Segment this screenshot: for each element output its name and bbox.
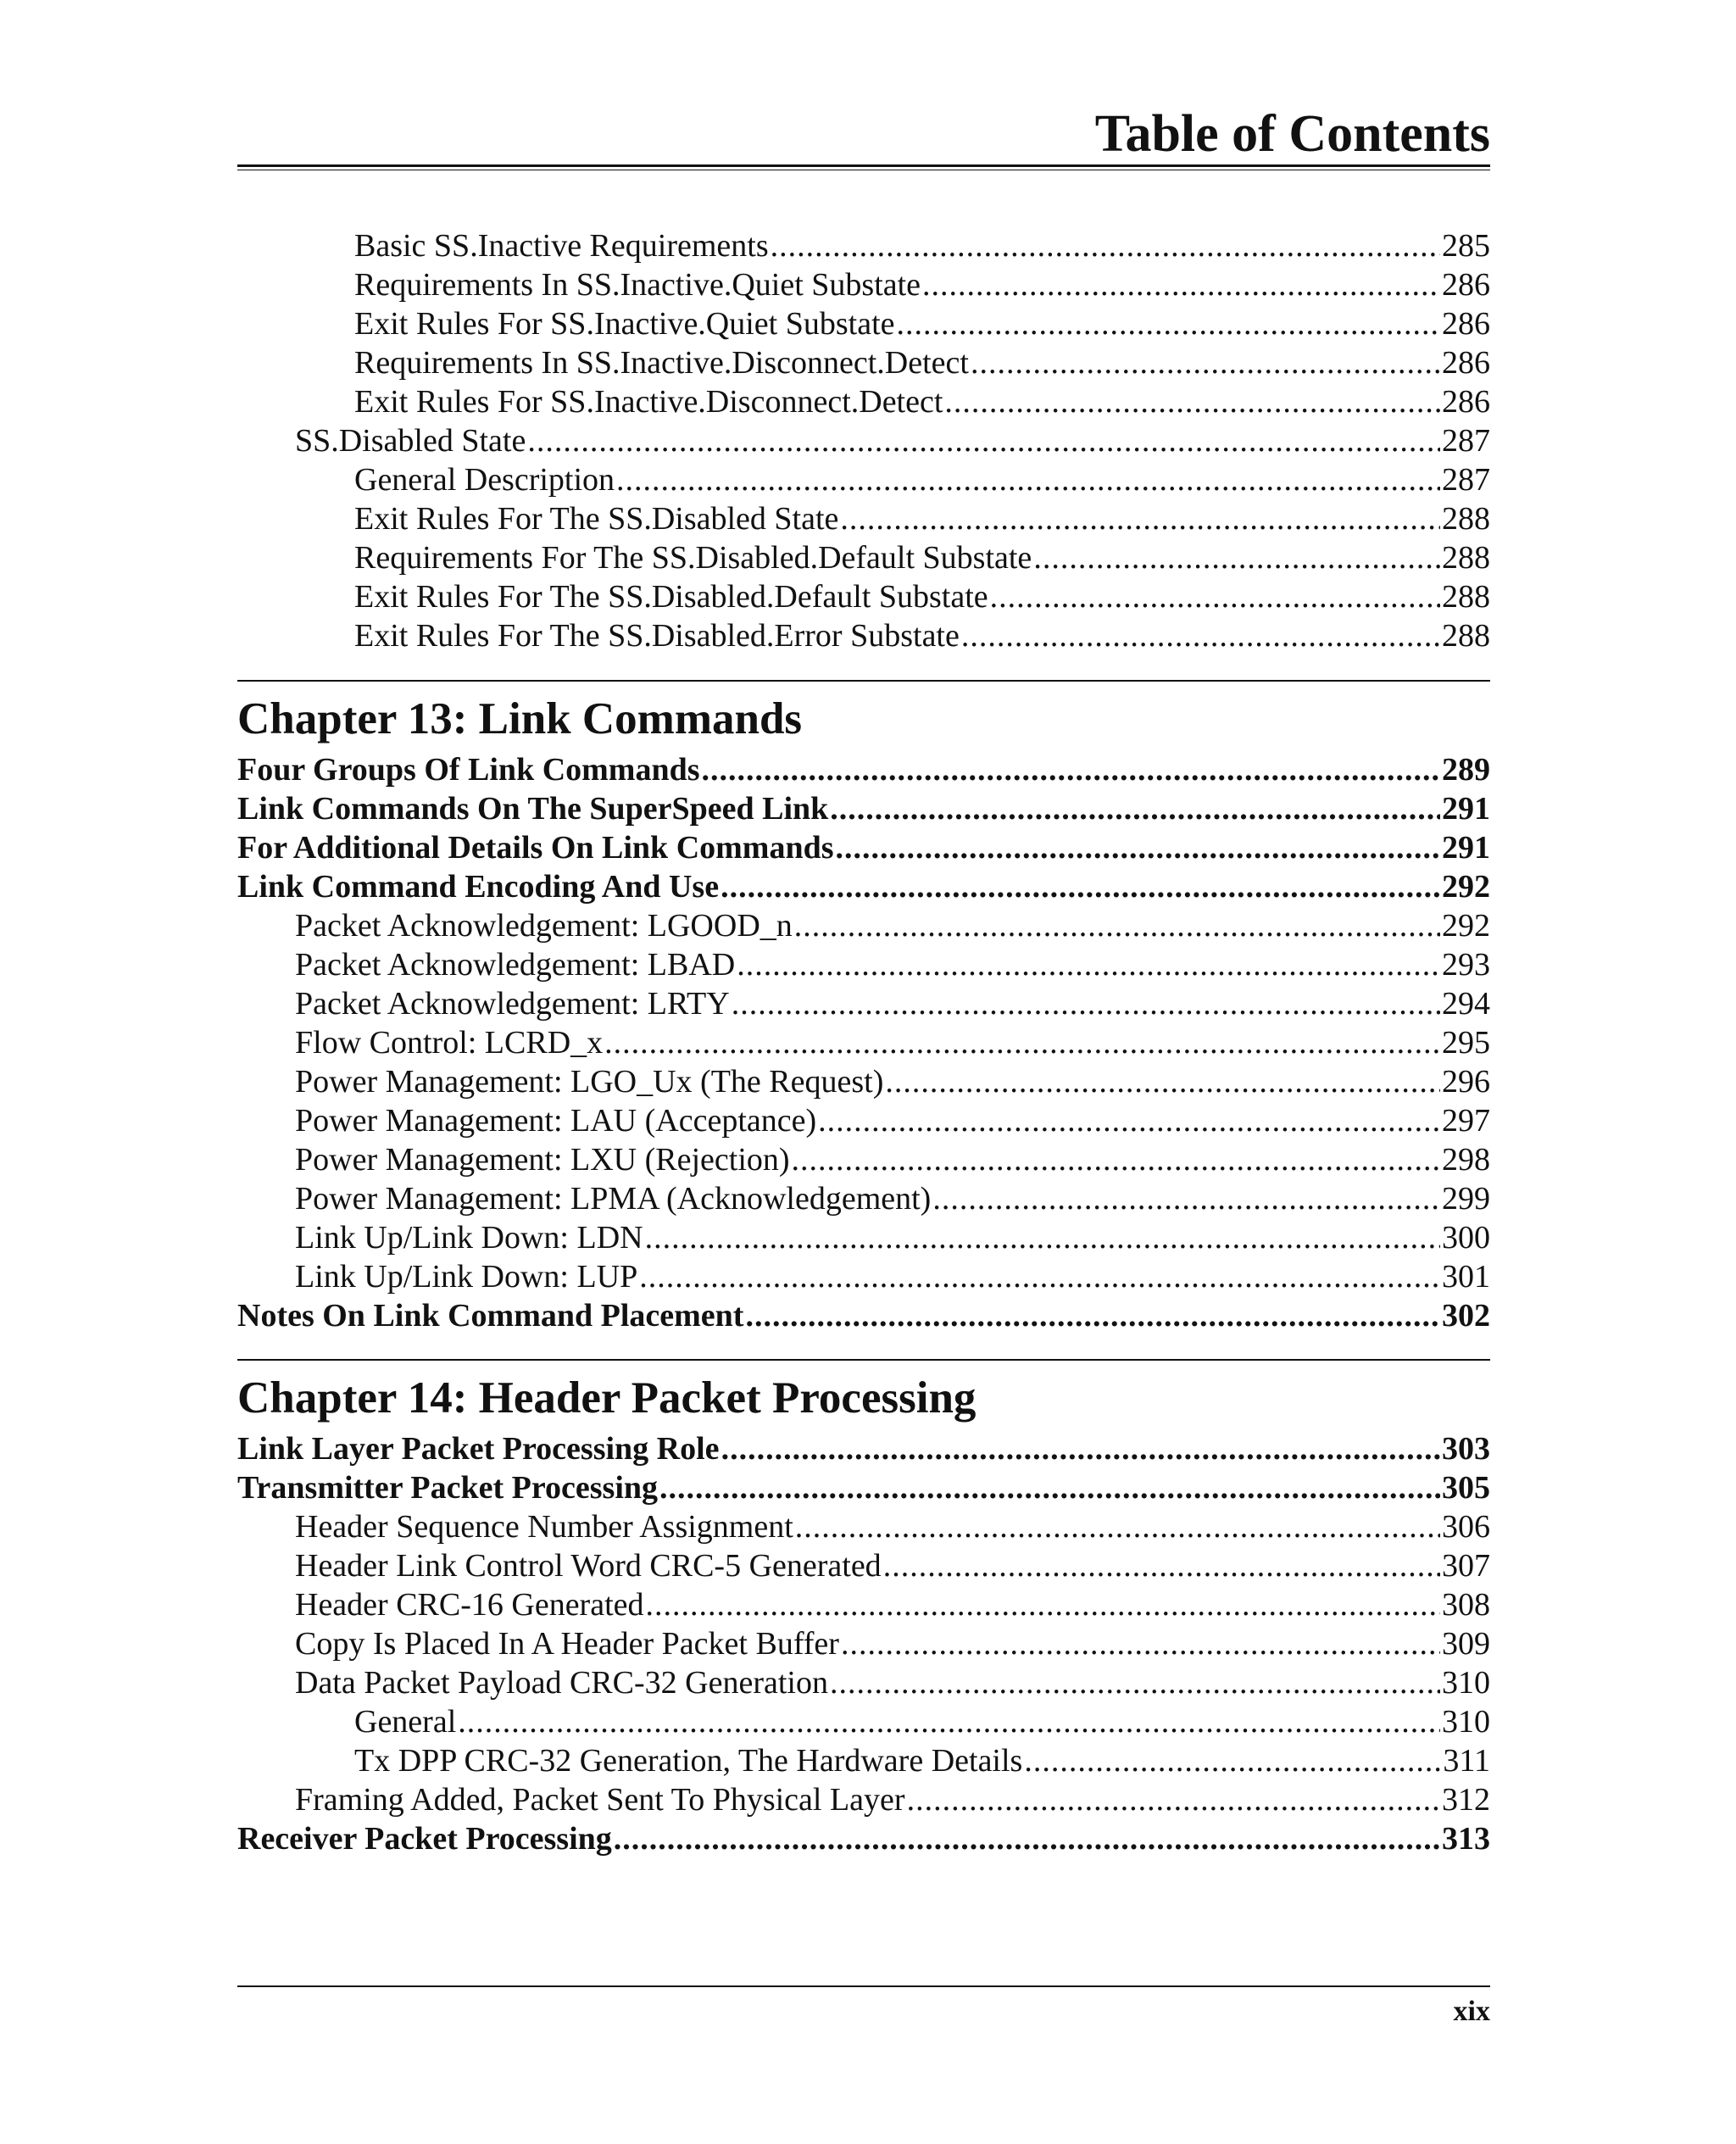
toc-entry[interactable]: [237, 1140, 1490, 1179]
toc-entry[interactable]: [237, 1624, 1490, 1663]
toc-entry-page: 311: [1443, 1743, 1490, 1779]
dot-leader: [1024, 1741, 1441, 1780]
toc-entry[interactable]: [237, 421, 1490, 460]
toc-entry-title: Requirements In SS.Inactive.Quiet Substate: [354, 267, 921, 303]
toc-entry-title: Exit Rules For The SS.Disabled.Error Substate: [354, 618, 960, 654]
toc-entry-title: Exit Rules For SS.Inactive.Quiet Substate: [354, 306, 895, 342]
dot-leader: [792, 1140, 1440, 1179]
dot-leader: [885, 1062, 1440, 1101]
toc-entry-page: 286: [1442, 306, 1490, 342]
dot-leader: [971, 343, 1440, 382]
toc-entry[interactable]: [237, 1741, 1490, 1780]
toc-entry[interactable]: [237, 1780, 1490, 1819]
dot-leader: [771, 226, 1440, 265]
toc-entry[interactable]: [237, 945, 1490, 984]
toc-entry-title: Exit Rules For The SS.Disabled.Default Substate: [354, 579, 988, 615]
toc-entry-page: 287: [1442, 462, 1490, 498]
dot-leader: [721, 867, 1440, 906]
toc-entry[interactable]: [237, 265, 1490, 304]
dot-leader: [990, 577, 1440, 616]
toc-entry-page: 292: [1442, 908, 1490, 944]
dot-leader: [458, 1702, 1440, 1741]
toc-entry-title: Flow Control: LCRD_x: [295, 1025, 604, 1061]
toc-entry-page: 286: [1442, 267, 1490, 303]
toc-entry-title: Exit Rules For SS.Inactive.Disconnect.Detect: [354, 384, 943, 420]
toc-entry-page: 300: [1442, 1220, 1490, 1256]
toc-entry[interactable]: [237, 1585, 1490, 1624]
dot-leader: [721, 1429, 1440, 1468]
dot-leader: [836, 828, 1440, 867]
chapter-heading: Chapter 13: Link Commands: [237, 694, 803, 743]
toc-entry-title: For Additional Details On Link Commands: [237, 830, 834, 866]
toc-entry[interactable]: [237, 1429, 1490, 1468]
toc-entry[interactable]: [237, 1218, 1490, 1257]
toc-entry-title: Power Management: LGO_Ux (The Request): [295, 1064, 884, 1100]
toc-entry-title: Power Management: LXU (Rejection): [295, 1142, 790, 1178]
toc-entry[interactable]: [237, 382, 1490, 421]
toc-entry[interactable]: [237, 1507, 1490, 1546]
toc-entry-page: 298: [1442, 1142, 1490, 1178]
dot-leader: [794, 906, 1440, 945]
toc-entry-page: 296: [1442, 1064, 1490, 1100]
toc-entry[interactable]: [237, 538, 1490, 577]
chapter-divider: [237, 680, 1490, 682]
toc-entry-title: Transmitter Packet Processing: [237, 1470, 659, 1506]
toc-entry-page: 286: [1442, 384, 1490, 420]
toc-entry-title: Notes On Link Command Placement: [237, 1298, 744, 1334]
toc-entry-page: 307: [1442, 1548, 1490, 1584]
toc-intro-section: [237, 226, 1490, 655]
toc-entry-title: Basic SS.Inactive Requirements: [354, 228, 769, 264]
page-title: Table of Contents: [1094, 105, 1490, 163]
toc-entry[interactable]: [237, 1179, 1490, 1218]
dot-leader: [932, 1179, 1440, 1218]
toc-entry[interactable]: [237, 828, 1490, 867]
dot-leader: [732, 984, 1440, 1023]
toc-entry-page: 291: [1442, 791, 1490, 827]
toc-entry-title: Link Command Encoding And Use: [237, 869, 720, 905]
toc-entry-title: Link Layer Packet Processing Role: [237, 1431, 720, 1467]
toc-entry[interactable]: [237, 577, 1490, 616]
toc-entry-title: Tx DPP CRC-32 Generation, The Hardware Details: [354, 1743, 1023, 1779]
toc-entry[interactable]: [237, 984, 1490, 1023]
toc-entry[interactable]: [237, 789, 1490, 828]
toc-entry-title: Requirements In SS.Inactive.Disconnect.Detect: [354, 345, 969, 381]
toc-entry[interactable]: [237, 1546, 1490, 1585]
dot-leader: [883, 1546, 1440, 1585]
toc-entry[interactable]: [237, 867, 1490, 906]
toc-entry[interactable]: [237, 616, 1490, 655]
toc-entry-title: Requirements For The SS.Disabled.Default Substate: [354, 540, 1032, 576]
toc-entry[interactable]: [237, 1257, 1490, 1296]
dot-leader: [702, 750, 1440, 789]
toc-entry-page: 297: [1442, 1103, 1490, 1139]
toc-entry-title: Link Up/Link Down: LDN: [295, 1220, 643, 1256]
toc-entry[interactable]: [237, 1023, 1490, 1062]
toc-entry-title: Link Up/Link Down: LUP: [295, 1259, 638, 1295]
toc-entry[interactable]: [237, 460, 1490, 499]
toc-entry-page: 305: [1442, 1470, 1490, 1506]
toc-entry-page: 303: [1442, 1431, 1490, 1467]
header-double-rule: [237, 164, 1490, 170]
dot-leader: [830, 1663, 1440, 1702]
toc-entry-title: Receiver Packet Processing: [237, 1821, 612, 1857]
toc-entry[interactable]: [237, 226, 1490, 265]
toc-entry-page: 288: [1442, 579, 1490, 615]
toc-entry-page: 309: [1442, 1626, 1490, 1662]
toc-entry-page: 310: [1442, 1704, 1490, 1740]
toc-entry-page: 285: [1442, 228, 1490, 264]
toc-entry-title: Packet Acknowledgement: LBAD: [295, 947, 736, 983]
dot-leader: [841, 1624, 1440, 1663]
toc-entry-page: 310: [1442, 1665, 1490, 1701]
toc-entry-title: Link Commands On The SuperSpeed Link: [237, 791, 829, 827]
toc-entry-page: 312: [1442, 1782, 1490, 1818]
toc-entry-title: General: [354, 1704, 457, 1740]
toc-entry-page: 308: [1442, 1587, 1490, 1623]
toc-entry[interactable]: [237, 499, 1490, 538]
dot-leader: [961, 616, 1440, 655]
toc-entry[interactable]: [237, 343, 1490, 382]
toc-entry-title: Power Management: LPMA (Acknowledgement): [295, 1181, 932, 1217]
toc-entry-page: 288: [1442, 618, 1490, 654]
dot-leader: [795, 1507, 1440, 1546]
toc-entry-title: Data Packet Payload CRC-32 Generation: [295, 1665, 828, 1701]
toc-entry-page: 287: [1442, 423, 1490, 459]
footer-rule: [237, 1985, 1490, 1987]
toc-entry[interactable]: [237, 1819, 1490, 1858]
toc-entry-page: 286: [1442, 345, 1490, 381]
dot-leader: [830, 789, 1440, 828]
toc-entry[interactable]: [237, 1663, 1490, 1702]
toc-entry-title: Packet Acknowledgement: LRTY: [295, 986, 730, 1022]
dot-leader: [616, 460, 1440, 499]
dot-leader: [897, 304, 1440, 343]
toc-entry-title: Exit Rules For The SS.Disabled State: [354, 501, 839, 537]
dot-leader: [745, 1296, 1440, 1335]
toc-entry[interactable]: [237, 750, 1490, 789]
toc-entry[interactable]: [237, 1296, 1490, 1335]
dot-leader: [840, 499, 1440, 538]
toc-entry[interactable]: [237, 304, 1490, 343]
dot-leader: [944, 382, 1440, 421]
toc-entry-page: 295: [1442, 1025, 1490, 1061]
toc-entry[interactable]: [237, 1702, 1490, 1741]
dot-leader: [527, 421, 1440, 460]
dot-leader: [639, 1257, 1440, 1296]
toc-entry-title: Packet Acknowledgement: LGOOD_n: [295, 908, 793, 944]
dot-leader: [645, 1218, 1440, 1257]
toc-entry-title: General Description: [354, 462, 615, 498]
dot-leader: [907, 1780, 1440, 1819]
dot-leader: [737, 945, 1440, 984]
dot-leader: [614, 1819, 1440, 1858]
toc-entry-page: 299: [1442, 1181, 1490, 1217]
toc-entry[interactable]: [237, 906, 1490, 945]
toc-entry-page: 313: [1442, 1821, 1490, 1857]
toc-entry-page: 306: [1442, 1509, 1490, 1545]
toc-entry[interactable]: [237, 1101, 1490, 1140]
chapter-divider: [237, 1359, 1490, 1361]
toc-entry-page: 289: [1442, 752, 1490, 788]
toc-entry-title: Four Groups Of Link Commands: [237, 752, 700, 788]
toc-entry-page: 294: [1442, 986, 1490, 1022]
toc-entry-page: 288: [1442, 540, 1490, 576]
toc-entry-title: Header Link Control Word CRC-5 Generated: [295, 1548, 882, 1584]
chapter-14-entries: [237, 1429, 1490, 1858]
toc-entry-title: Copy Is Placed In A Header Packet Buffer: [295, 1626, 839, 1662]
dot-leader: [922, 265, 1440, 304]
chapter-13-entries: [237, 750, 1490, 1335]
page-number: xix: [1453, 1996, 1490, 2027]
dot-leader: [646, 1585, 1440, 1624]
chapter-heading: Chapter 14: Header Packet Processing: [237, 1373, 976, 1423]
toc-entry-title: Header Sequence Number Assignment: [295, 1509, 793, 1545]
toc-entry-title: SS.Disabled State: [295, 423, 526, 459]
dot-leader: [604, 1023, 1440, 1062]
toc-entry[interactable]: [237, 1062, 1490, 1101]
dot-leader: [1033, 538, 1440, 577]
toc-entry-page: 288: [1442, 501, 1490, 537]
toc-entry[interactable]: [237, 1468, 1490, 1507]
dot-leader: [659, 1468, 1440, 1507]
toc-entry-page: 293: [1442, 947, 1490, 983]
toc-entry-page: 301: [1442, 1259, 1490, 1295]
toc-entry-page: 302: [1442, 1298, 1490, 1334]
toc-entry-title: Header CRC-16 Generated: [295, 1587, 644, 1623]
toc-entry-page: 291: [1442, 830, 1490, 866]
toc-entry-title: Framing Added, Packet Sent To Physical Layer: [295, 1782, 905, 1818]
dot-leader: [818, 1101, 1440, 1140]
toc-entry-page: 292: [1442, 869, 1490, 905]
toc-entry-title: Power Management: LAU (Acceptance): [295, 1103, 817, 1139]
